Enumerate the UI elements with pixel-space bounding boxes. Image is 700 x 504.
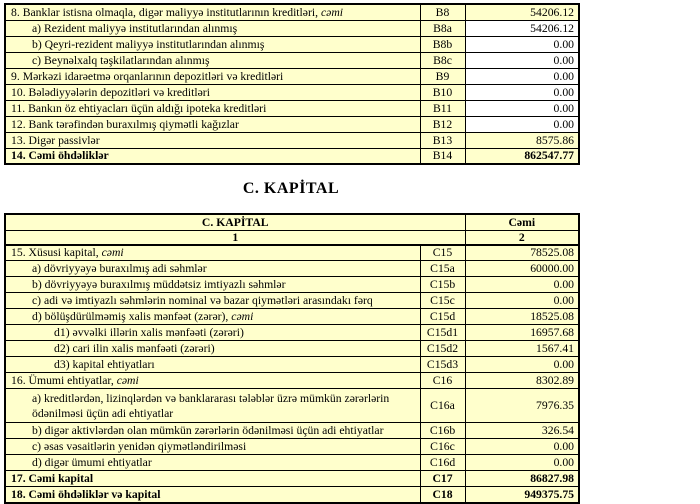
row-value-cell: 86827.98 <box>465 471 579 487</box>
table-row <box>5 52 579 68</box>
row-label-cell <box>5 52 420 68</box>
row-value-cell: 862547.77 <box>465 148 579 164</box>
row-code-cell: C15a <box>420 261 465 277</box>
row-label-text: b) dövriyyəyə buraxılmış müddətsiz imtiyazlı səhmlər <box>32 278 286 291</box>
row-code-cell: B11 <box>420 100 465 116</box>
row-label-cell <box>5 389 420 423</box>
row-code-cell: C15b <box>420 277 465 293</box>
row-code-cell: C15d2 <box>420 341 465 357</box>
row-code-cell: B8a <box>420 20 465 36</box>
row-label-text: 18. Cəmi öhdəliklər və kapital <box>11 487 161 501</box>
row-code-cell: C16b <box>420 423 465 439</box>
row-value-cell: 0.00 <box>465 277 579 293</box>
capital-table-body <box>5 245 579 503</box>
row-value-cell: 60000.00 <box>465 261 579 277</box>
table-row <box>5 277 579 293</box>
row-label-text: d1) əvvəlki illərin xalis mənfəəti (zərəri) <box>54 326 244 339</box>
row-label-text: 14. Cəmi öhdəliklər <box>11 149 109 163</box>
table-row <box>5 423 579 439</box>
row-label-cell <box>5 84 420 100</box>
table-row <box>5 455 579 471</box>
row-value-cell: 0.00 <box>465 439 579 455</box>
table-row <box>5 373 579 389</box>
row-label-text: 10. Bələdiyyələrin depozitləri və kreditləri <box>11 85 210 99</box>
row-label-cell <box>5 20 420 36</box>
row-label-text: 17. Cəmi kapital <box>11 472 94 485</box>
row-label-text: 16. Ümumi ehtiyatlar, <box>11 374 117 387</box>
row-value-cell: 78525.08 <box>465 245 579 261</box>
row-label-cell <box>5 132 420 148</box>
row-label-text: d3) kapital ehtiyatları <box>54 358 155 371</box>
row-label-text: b) digər aktivlərdən olan mümkün zərərlərin ödənilməsi üçün adi ehtiyatlar <box>32 424 384 437</box>
row-label-cell <box>5 4 420 20</box>
row-label-cell <box>5 261 420 277</box>
row-value-cell: 326.54 <box>465 423 579 439</box>
row-label-italic-suffix: cəmi <box>231 310 254 323</box>
row-code-cell: C15c <box>420 293 465 309</box>
table-row <box>5 132 579 148</box>
row-label-cell <box>5 471 420 487</box>
row-value-cell: 0.00 <box>465 68 579 84</box>
row-value-cell: 54206.12 <box>465 4 579 20</box>
table-row <box>5 68 579 84</box>
row-value-cell: 0.00 <box>465 455 579 471</box>
table-row <box>5 325 579 341</box>
row-label-text: c) adi və imtiyazlı səhmlərin nominal və bazar qiymətləri arasındakı fərq <box>32 294 373 307</box>
row-code-cell: C16d <box>420 455 465 471</box>
row-code-cell: B14 <box>420 148 465 164</box>
row-value-cell: 8302.89 <box>465 373 579 389</box>
row-value-cell: 0.00 <box>465 36 579 52</box>
table-row <box>5 261 579 277</box>
row-label-text: 9. Mərkəzi idarəetmə orqanlarının depozitləri və kreditləri <box>11 69 284 83</box>
table-row <box>5 357 579 373</box>
row-value-cell: 0.00 <box>465 52 579 68</box>
row-label-cell <box>5 439 420 455</box>
row-label-text: 13. Digər passivlər <box>11 133 100 147</box>
table-row <box>5 116 579 132</box>
row-label-cell <box>5 423 420 439</box>
row-value-cell: 7976.35 <box>465 389 579 423</box>
row-value-cell: 949375.75 <box>465 487 579 503</box>
row-label-text: d) bölüşdürülməmiş xalis mənfəət (zərər), <box>32 310 232 323</box>
row-label-cell <box>5 116 420 132</box>
row-label-cell <box>5 455 420 471</box>
row-code-cell: C18 <box>420 487 465 503</box>
row-value-cell: 18525.08 <box>465 309 579 325</box>
capital-table-header <box>5 214 579 245</box>
row-value-cell: 0.00 <box>465 116 579 132</box>
row-label-cell <box>5 277 420 293</box>
row-label-cell <box>5 245 420 261</box>
row-label-cell <box>5 357 420 373</box>
row-code-cell: C17 <box>420 471 465 487</box>
row-value-cell: 0.00 <box>465 357 579 373</box>
row-value-cell: 54206.12 <box>465 20 579 36</box>
row-label-text: b) Qeyri-rezident maliyyə institutlarından alınmış <box>32 37 265 51</box>
row-label-text: c) əsas vəsaitlərin yenidən qiymətləndirilməsi <box>32 440 247 453</box>
row-label-text: d2) cari ilin xalis mənfəəti (zərəri) <box>54 342 215 355</box>
table-row <box>5 148 579 164</box>
row-label-text: 12. Bank tərəfindən buraxılmış qiymətli kağızlar <box>11 117 239 131</box>
row-code-cell: B13 <box>420 132 465 148</box>
row-value-cell: 1567.41 <box>465 341 579 357</box>
row-label-italic-suffix: cəmi <box>116 374 139 387</box>
row-label-cell <box>5 373 420 389</box>
table-row <box>5 487 579 503</box>
row-label-italic-suffix: cəmi <box>320 5 344 19</box>
row-label-cell <box>5 148 420 164</box>
row-label-cell <box>5 36 420 52</box>
row-code-cell: B9 <box>420 68 465 84</box>
row-label-text: d) digər ümumi ehtiyatlar <box>32 456 152 469</box>
row-label-cell <box>5 100 420 116</box>
liabilities-table <box>4 3 580 165</box>
section-title: C. KAPİTAL <box>242 180 340 197</box>
row-label-cell <box>5 325 420 341</box>
row-label-text: 11. Bankın öz ehtiyacları üçün aldığı ipoteka kreditləri <box>11 101 267 115</box>
row-code-cell: B10 <box>420 84 465 100</box>
row-code-cell: C16 <box>420 373 465 389</box>
table-row <box>5 100 579 116</box>
table-row <box>5 439 579 455</box>
capital-table <box>4 213 580 504</box>
row-label-cell <box>5 341 420 357</box>
row-label-text: 8. Banklar istisna olmaqla, digər maliyyə institutlarının kreditləri, <box>11 5 321 19</box>
row-value-cell: 8575.86 <box>465 132 579 148</box>
capital-header-total-cell: Cəmi <box>465 214 579 230</box>
table-row <box>5 4 579 20</box>
row-label-text: a) Rezident maliyyə institutlarından alınmış <box>32 21 238 35</box>
row-label-text: 15. Xüsusi kapital, <box>11 246 102 260</box>
row-label-cell <box>5 309 420 325</box>
column-number-1: 1 <box>5 230 465 245</box>
row-code-cell: B12 <box>420 116 465 132</box>
capital-header-title-cell: C. KAPİTAL <box>5 214 465 230</box>
row-code-cell: C16a <box>420 389 465 423</box>
row-label-cell <box>5 68 420 84</box>
row-label-text: c) Beynəlxalq təşkilatlarından alınmış <box>32 53 210 67</box>
table-row <box>5 309 579 325</box>
table-row <box>5 84 579 100</box>
row-code-cell: C15d1 <box>420 325 465 341</box>
row-code-cell: C15d <box>420 309 465 325</box>
row-label-cell <box>5 293 420 309</box>
table-row <box>5 245 579 261</box>
row-code-cell: B8b <box>420 36 465 52</box>
row-code-cell: C16c <box>420 439 465 455</box>
row-code-cell: B8 <box>420 4 465 20</box>
row-label-text: a) kreditlərdən, lizinqlərdən və banklararası tələblər üzrə mümkün zərərlərin ödənilməsi üçün adi ehtiyatlar <box>32 391 390 420</box>
row-code-cell: C15 <box>420 245 465 261</box>
row-code-cell: B8c <box>420 52 465 68</box>
table-row <box>5 471 579 487</box>
row-label-italic-suffix: cəmi <box>101 246 124 260</box>
row-label-text: a) dövriyyəyə buraxılmış adi səhmlər <box>32 262 207 275</box>
row-label-cell <box>5 487 420 503</box>
capital-header-row <box>5 214 579 230</box>
column-number-2: 2 <box>465 230 579 245</box>
table-row <box>5 20 579 36</box>
row-value-cell: 0.00 <box>465 293 579 309</box>
capital-column-number-row <box>5 230 579 245</box>
row-value-cell: 16957.68 <box>465 325 579 341</box>
row-code-cell: C15d3 <box>420 357 465 373</box>
liabilities-table-body <box>5 4 579 164</box>
table-row <box>5 341 579 357</box>
row-value-cell: 0.00 <box>465 84 579 100</box>
table-row <box>5 389 579 423</box>
row-value-cell: 0.00 <box>465 100 579 116</box>
table-row <box>5 36 579 52</box>
table-row <box>5 293 579 309</box>
